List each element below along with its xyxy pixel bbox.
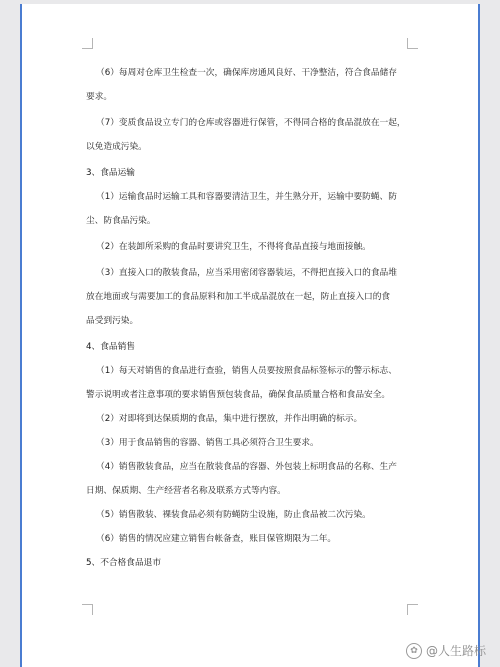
document-page: [20, 4, 480, 667]
paragraph-line: （3）用于食品销售的容器、销售工具必须符合卫生要求。: [96, 438, 319, 448]
paragraph-line: 日期、保质期、生产经营者名称及联系方式等内容。: [86, 486, 286, 496]
watermark: [406, 642, 486, 659]
paragraph-line: （2）在装卸所采购的食品时要讲究卫生，不得将食品直接与地面接触。: [96, 242, 371, 252]
paragraph-line: 要求。: [86, 92, 113, 102]
paragraph-line: （3）直接入口的散装食品，应当采用密闭容器装运，不得把直接入口的食品堆: [96, 268, 397, 278]
section-heading: 5、不合格食品退市: [86, 558, 162, 568]
section-heading: 3、食品运输: [86, 168, 135, 178]
paragraph-line: （6）每周对仓库卫生检查一次，确保库房通风良好、干净整洁，符合食品储存: [96, 68, 397, 78]
section-heading: 4、食品销售: [86, 342, 135, 352]
paragraph-line: 以免造成污染。: [86, 142, 147, 152]
margin-corner-bottom-right: [407, 604, 418, 615]
paragraph-line: 尘、防食品污染。: [86, 216, 156, 226]
margin-corner-bottom-left: [82, 604, 93, 615]
paragraph-line: （1）运输食品时运输工具和容器要清洁卫生，并生熟分开，运输中要防蝇、防: [96, 192, 397, 202]
paw-icon: ✿: [406, 643, 422, 659]
paragraph-line: （2）对即将到达保质期的食品，集中进行摆放，并作出明确的标示。: [96, 414, 363, 424]
paragraph-line: 品受到污染。: [86, 316, 139, 326]
paragraph-line: （5）销售散装、裸装食品必须有防蝇防尘设施，防止食品被二次污染。: [96, 510, 371, 520]
paragraph-line: （4）销售散装食品，应当在散装食品的容器、外包装上标明食品的名称、生产: [96, 462, 397, 472]
watermark-text: @人生路标: [425, 644, 486, 658]
paragraph-line: （1）每天对销售的食品进行查验，销售人员要按照食品标签标示的警示标志、: [96, 366, 397, 376]
margin-corner-top-left: [82, 38, 93, 49]
paragraph-line: 警示说明或者注意事项的要求销售预包装食品，确保食品质量合格和食品安全。: [86, 390, 391, 400]
margin-corner-top-right: [407, 38, 418, 49]
paragraph-line: （7）变质食品设立专门的仓库或容器进行保管，不得同合格的食品混放在一起，: [96, 118, 406, 128]
paragraph-line: （6）销售的情况应建立销售台帐备查，账目保管期限为二年。: [96, 534, 337, 544]
paragraph-line: 放在地面或与需要加工的食品原料和加工半成品混放在一起，防止直接入口的食: [86, 292, 391, 302]
